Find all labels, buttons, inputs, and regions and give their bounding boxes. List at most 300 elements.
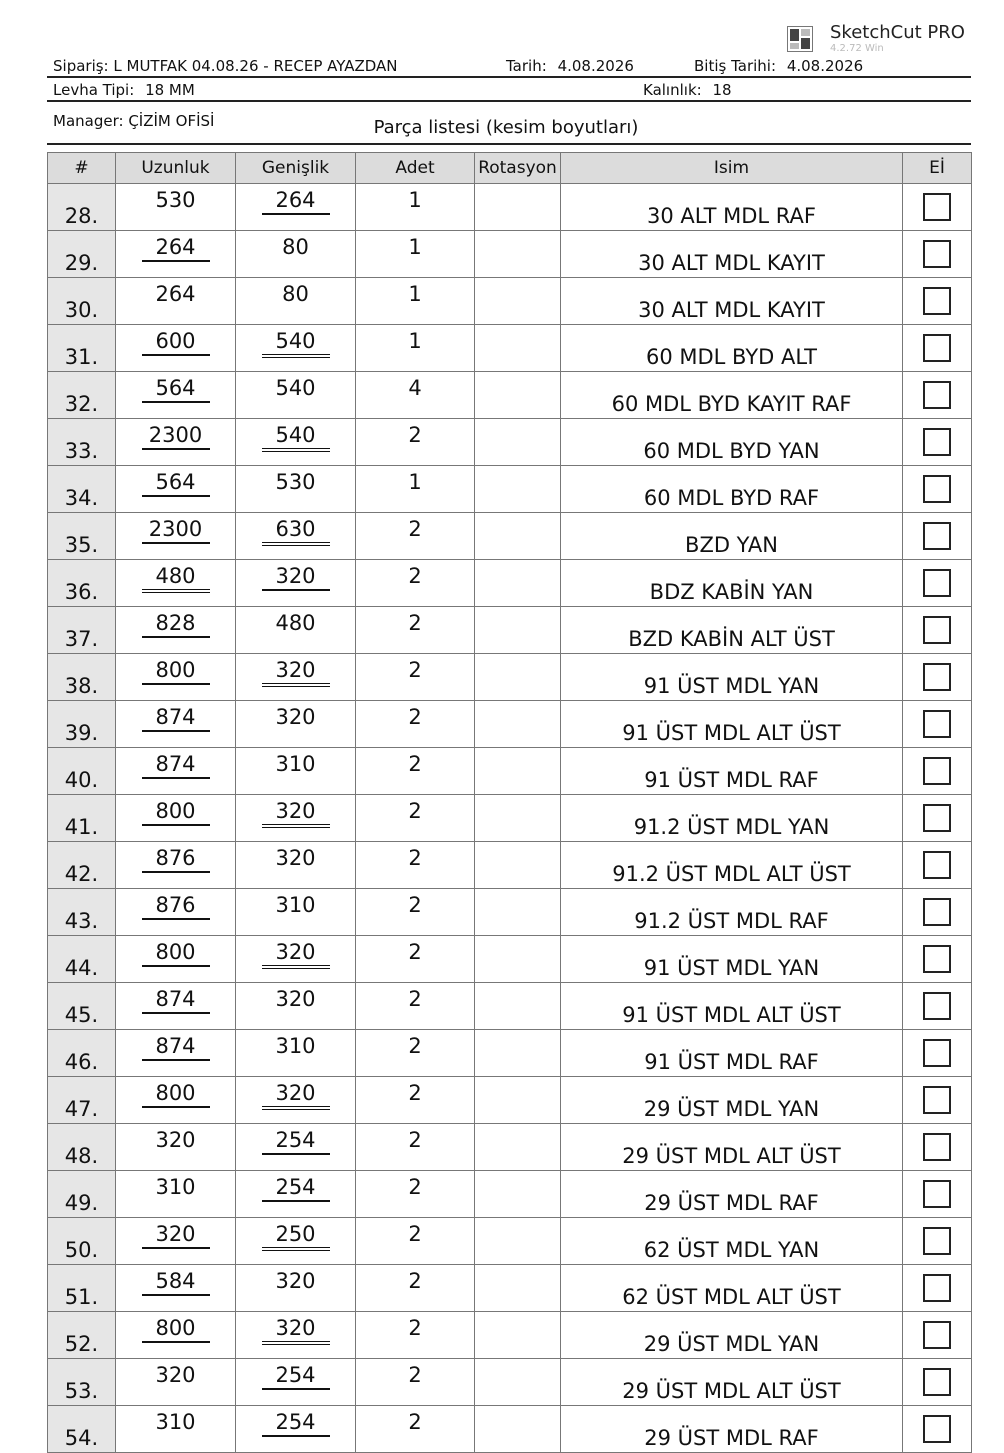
- quantity-cell: [356, 1124, 475, 1171]
- width-cell: [236, 748, 356, 795]
- length-cell: [116, 1406, 236, 1453]
- width-value: 540: [262, 423, 330, 452]
- rotation-cell: [475, 1218, 561, 1265]
- checkbox[interactable]: [923, 992, 951, 1020]
- check-cell[interactable]: [903, 1030, 972, 1077]
- part-name-cell: [561, 466, 903, 513]
- date-value: 4.08.2026: [557, 57, 634, 75]
- quantity-value: 2: [408, 705, 422, 729]
- row-number: [48, 372, 116, 419]
- checkbox[interactable]: [923, 663, 951, 691]
- part-name-cell: [561, 1265, 903, 1312]
- part-name: BZD KABİN ALT ÜST: [628, 627, 835, 651]
- checkbox[interactable]: [923, 898, 951, 926]
- check-cell[interactable]: [903, 842, 972, 889]
- length-value: 2300: [142, 517, 210, 544]
- part-name: 29 ÜST MDL YAN: [643, 1097, 820, 1121]
- checkbox[interactable]: [923, 1415, 951, 1443]
- part-name-cell: [561, 842, 903, 889]
- header-divider: [47, 76, 971, 78]
- rotation-cell: [475, 795, 561, 842]
- quantity-cell: [356, 1406, 475, 1453]
- table-row: [48, 936, 972, 983]
- width-cell: [236, 231, 356, 278]
- quantity-value: 2: [408, 1363, 422, 1387]
- part-name: 29 ÜST MDL YAN: [643, 1332, 820, 1356]
- row-number: [48, 325, 116, 372]
- quantity-value: 1: [408, 470, 422, 494]
- length-value: 310: [155, 1175, 196, 1199]
- part-name-cell: [561, 184, 903, 231]
- rotation-cell: [475, 889, 561, 936]
- length-cell: [116, 1265, 236, 1312]
- width-cell: [236, 1030, 356, 1077]
- quantity-value: 2: [408, 1175, 422, 1199]
- length-value: 800: [142, 1081, 210, 1108]
- row-number-text: 49.: [64, 1191, 99, 1215]
- part-name: 60 MDL BYD ALT: [646, 345, 817, 369]
- part-name-cell: [561, 1406, 903, 1453]
- length-cell: [116, 278, 236, 325]
- quantity-value: 2: [408, 940, 422, 964]
- part-name-cell: [561, 795, 903, 842]
- width-value: 254: [262, 1363, 330, 1390]
- checkbox[interactable]: [923, 945, 951, 973]
- length-value: 874: [142, 1034, 210, 1061]
- width-cell: [236, 419, 356, 466]
- width-value: 250: [262, 1222, 330, 1251]
- length-value: 320: [155, 1128, 196, 1152]
- row-number-text: 45.: [64, 1003, 99, 1027]
- part-name-cell: [561, 1312, 903, 1359]
- checkbox[interactable]: [923, 1274, 951, 1302]
- length-value: 264: [142, 235, 210, 262]
- checkbox[interactable]: [923, 1133, 951, 1161]
- width-cell: [236, 936, 356, 983]
- sheet-type-label: Levha Tipi:: [53, 81, 135, 99]
- length-value: 800: [142, 799, 210, 826]
- width-value: 254: [262, 1410, 330, 1437]
- length-cell: [116, 1171, 236, 1218]
- manager-label: Manager:: [53, 112, 124, 130]
- part-name: 91 ÜST MDL YAN: [643, 674, 820, 698]
- row-number-text: 43.: [64, 909, 99, 933]
- checkbox[interactable]: [923, 1368, 951, 1396]
- check-cell[interactable]: [903, 1406, 972, 1453]
- row-number: [48, 1265, 116, 1312]
- quantity-cell: [356, 607, 475, 654]
- checkbox[interactable]: [923, 757, 951, 785]
- length-cell: [116, 560, 236, 607]
- row-number-text: 52.: [64, 1332, 99, 1356]
- length-cell: [116, 1030, 236, 1077]
- part-name: BDZ KABİN YAN: [649, 580, 814, 604]
- check-cell[interactable]: [903, 1359, 972, 1406]
- manager-value: ÇİZİM OFİSİ: [128, 112, 215, 130]
- part-name-cell: [561, 983, 903, 1030]
- check-cell[interactable]: [903, 1124, 972, 1171]
- checkbox[interactable]: [923, 569, 951, 597]
- length-cell: [116, 1312, 236, 1359]
- check-cell[interactable]: [903, 466, 972, 513]
- rotation-cell: [475, 1124, 561, 1171]
- col-header-rotation: Rotasyon: [475, 153, 561, 184]
- length-cell: [116, 231, 236, 278]
- parts-table: [47, 152, 972, 1453]
- check-cell[interactable]: [903, 748, 972, 795]
- rotation-cell: [475, 1030, 561, 1077]
- col-header-length: Uzunluk: [116, 153, 236, 184]
- width-value: 320: [275, 987, 316, 1011]
- width-value: 320: [262, 564, 330, 591]
- row-number-text: 29.: [64, 251, 99, 275]
- width-value: 310: [275, 752, 316, 776]
- rotation-cell: [475, 325, 561, 372]
- checkbox[interactable]: [923, 334, 951, 362]
- row-number-text: 42.: [64, 862, 99, 886]
- width-cell: [236, 466, 356, 513]
- width-cell: [236, 983, 356, 1030]
- brand-version: 4.2.72 Win: [830, 43, 884, 54]
- length-cell: [116, 325, 236, 372]
- quantity-value: 2: [408, 1081, 422, 1105]
- quantity-cell: [356, 231, 475, 278]
- table-row: [48, 1218, 972, 1265]
- width-cell: [236, 1265, 356, 1312]
- part-name: 30 ALT MDL RAF: [647, 204, 816, 228]
- quantity-cell: [356, 795, 475, 842]
- table-row: [48, 795, 972, 842]
- part-name-cell: [561, 513, 903, 560]
- width-cell: [236, 1406, 356, 1453]
- quantity-value: 2: [408, 846, 422, 870]
- row-number-text: 35.: [64, 533, 99, 557]
- length-cell: [116, 466, 236, 513]
- table-row: [48, 607, 972, 654]
- width-value: 254: [262, 1128, 330, 1155]
- width-cell: [236, 701, 356, 748]
- table-row: [48, 654, 972, 701]
- checkbox[interactable]: [923, 1180, 951, 1208]
- length-cell: [116, 372, 236, 419]
- checkbox[interactable]: [923, 193, 951, 221]
- table-row: [48, 983, 972, 1030]
- thickness-value: 18: [712, 81, 732, 99]
- part-name-cell: [561, 560, 903, 607]
- part-name: 91 ÜST MDL RAF: [644, 768, 819, 792]
- quantity-value: 2: [408, 987, 422, 1011]
- rotation-cell: [475, 466, 561, 513]
- row-number: [48, 889, 116, 936]
- row-number-text: 47.: [64, 1097, 99, 1121]
- length-value: 800: [142, 658, 210, 685]
- length-cell: [116, 1124, 236, 1171]
- check-cell[interactable]: [903, 795, 972, 842]
- table-row: [48, 513, 972, 560]
- table-row: [48, 1171, 972, 1218]
- quantity-value: 2: [408, 1410, 422, 1434]
- quantity-cell: [356, 1218, 475, 1265]
- quantity-value: 2: [408, 611, 422, 635]
- length-value: 874: [142, 987, 210, 1014]
- width-value: 80: [282, 282, 309, 306]
- checkbox[interactable]: [923, 804, 951, 832]
- checkbox[interactable]: [923, 1321, 951, 1349]
- check-cell[interactable]: [903, 231, 972, 278]
- length-cell: [116, 607, 236, 654]
- checkbox[interactable]: [923, 522, 951, 550]
- rotation-cell: [475, 184, 561, 231]
- width-value: 320: [262, 1081, 330, 1110]
- width-cell: [236, 842, 356, 889]
- rotation-cell: [475, 654, 561, 701]
- table-row: [48, 184, 972, 231]
- quantity-cell: [356, 654, 475, 701]
- width-value: 320: [262, 658, 330, 687]
- length-cell: [116, 1359, 236, 1406]
- quantity-cell: [356, 372, 475, 419]
- page-title: Parça listesi (kesim boyutları): [373, 117, 639, 138]
- width-value: 320: [275, 705, 316, 729]
- rotation-cell: [475, 1171, 561, 1218]
- width-cell: [236, 278, 356, 325]
- row-number: [48, 513, 116, 560]
- quantity-value: 1: [408, 329, 422, 353]
- check-cell[interactable]: [903, 889, 972, 936]
- checkbox[interactable]: [923, 851, 951, 879]
- order-info: [53, 57, 398, 75]
- width-value: 530: [275, 470, 316, 494]
- quantity-value: 2: [408, 564, 422, 588]
- rotation-cell: [475, 1312, 561, 1359]
- table-row: [48, 278, 972, 325]
- thickness-info: [643, 81, 732, 99]
- row-number-text: 33.: [64, 439, 99, 463]
- part-name-cell: [561, 278, 903, 325]
- quantity-cell: [356, 419, 475, 466]
- table-row: [48, 1312, 972, 1359]
- row-number: [48, 701, 116, 748]
- length-value: 600: [142, 329, 210, 356]
- check-cell[interactable]: [903, 184, 972, 231]
- length-cell: [116, 1077, 236, 1124]
- col-header-width: Genişlik: [236, 153, 356, 184]
- check-cell[interactable]: [903, 1218, 972, 1265]
- part-name: 29 ÜST MDL RAF: [644, 1426, 819, 1450]
- rotation-cell: [475, 607, 561, 654]
- quantity-cell: [356, 1265, 475, 1312]
- checkbox[interactable]: [923, 1086, 951, 1114]
- part-name-cell: [561, 748, 903, 795]
- thickness-label: Kalınlık:: [643, 81, 702, 99]
- end-date-label: Bitiş Tarihi:: [694, 57, 777, 75]
- width-cell: [236, 795, 356, 842]
- order-label: Sipariş:: [53, 57, 109, 75]
- width-cell: [236, 1124, 356, 1171]
- width-value: 320: [275, 846, 316, 870]
- check-cell[interactable]: [903, 983, 972, 1030]
- row-number: [48, 1312, 116, 1359]
- checkbox[interactable]: [923, 475, 951, 503]
- check-cell[interactable]: [903, 1312, 972, 1359]
- width-cell: [236, 1312, 356, 1359]
- quantity-cell: [356, 1312, 475, 1359]
- table-header-row: [48, 153, 972, 184]
- part-name: 60 MDL BYD YAN: [643, 439, 820, 463]
- check-cell[interactable]: [903, 325, 972, 372]
- length-cell: [116, 513, 236, 560]
- length-value: 320: [155, 1363, 196, 1387]
- width-value: 320: [262, 940, 330, 969]
- check-cell[interactable]: [903, 1265, 972, 1312]
- checkbox[interactable]: [923, 1039, 951, 1067]
- quantity-cell: [356, 325, 475, 372]
- rotation-cell: [475, 936, 561, 983]
- length-value: 2300: [142, 423, 210, 450]
- length-value: 480: [142, 564, 210, 593]
- width-cell: [236, 560, 356, 607]
- rotation-cell: [475, 1359, 561, 1406]
- check-cell[interactable]: [903, 278, 972, 325]
- checkbox[interactable]: [923, 240, 951, 268]
- quantity-value: 2: [408, 1034, 422, 1058]
- row-number-text: 36.: [64, 580, 99, 604]
- width-cell: [236, 1218, 356, 1265]
- rotation-cell: [475, 1406, 561, 1453]
- quantity-cell: [356, 748, 475, 795]
- width-value: 540: [275, 376, 316, 400]
- row-number-text: 28.: [64, 204, 99, 228]
- length-value: 876: [142, 846, 210, 873]
- row-number-text: 37.: [64, 627, 99, 651]
- checkbox[interactable]: [923, 428, 951, 456]
- table-row: [48, 1359, 972, 1406]
- table-row: [48, 466, 972, 513]
- part-name: 29 ÜST MDL ALT ÜST: [622, 1379, 841, 1403]
- length-value: 584: [142, 1269, 210, 1296]
- row-number-text: 48.: [64, 1144, 99, 1168]
- width-cell: [236, 372, 356, 419]
- check-cell[interactable]: [903, 419, 972, 466]
- length-cell: [116, 889, 236, 936]
- quantity-value: 1: [408, 235, 422, 259]
- checkbox[interactable]: [923, 616, 951, 644]
- end-date-info: [694, 57, 863, 75]
- quantity-cell: [356, 701, 475, 748]
- col-header-check: Eİ: [903, 153, 972, 184]
- check-cell[interactable]: [903, 1077, 972, 1124]
- part-name-cell: [561, 231, 903, 278]
- check-cell[interactable]: [903, 607, 972, 654]
- sheet-type-info: [53, 81, 195, 99]
- checkbox[interactable]: [923, 1227, 951, 1255]
- width-cell: [236, 1171, 356, 1218]
- length-value: 320: [142, 1222, 210, 1249]
- width-cell: [236, 1077, 356, 1124]
- row-number: [48, 936, 116, 983]
- part-name-cell: [561, 1124, 903, 1171]
- quantity-cell: [356, 983, 475, 1030]
- row-number: [48, 278, 116, 325]
- length-cell: [116, 419, 236, 466]
- table-row: [48, 372, 972, 419]
- width-value: 320: [262, 799, 330, 828]
- length-cell: [116, 654, 236, 701]
- width-value: 480: [275, 611, 316, 635]
- table-row: [48, 889, 972, 936]
- part-name-cell: [561, 419, 903, 466]
- row-number-text: 40.: [64, 768, 99, 792]
- part-name-cell: [561, 654, 903, 701]
- rotation-cell: [475, 513, 561, 560]
- quantity-value: 2: [408, 752, 422, 776]
- row-number: [48, 1406, 116, 1453]
- part-name: 91 ÜST MDL RAF: [644, 1050, 819, 1074]
- part-name: 91 ÜST MDL YAN: [643, 956, 820, 980]
- quantity-cell: [356, 936, 475, 983]
- rotation-cell: [475, 1265, 561, 1312]
- row-number-text: 39.: [64, 721, 99, 745]
- table-row: [48, 325, 972, 372]
- width-value: 80: [282, 235, 309, 259]
- quantity-value: 2: [408, 1269, 422, 1293]
- length-cell: [116, 936, 236, 983]
- length-cell: [116, 842, 236, 889]
- rotation-cell: [475, 278, 561, 325]
- check-cell[interactable]: [903, 654, 972, 701]
- length-value: 530: [155, 188, 196, 212]
- part-name: 30 ALT MDL KAYIT: [638, 251, 825, 275]
- part-name-cell: [561, 936, 903, 983]
- check-cell[interactable]: [903, 701, 972, 748]
- check-cell[interactable]: [903, 1171, 972, 1218]
- quantity-cell: [356, 1077, 475, 1124]
- checkbox[interactable]: [923, 287, 951, 315]
- table-row: [48, 701, 972, 748]
- quantity-cell: [356, 1030, 475, 1077]
- length-value: 564: [142, 376, 210, 403]
- part-name-cell: [561, 1077, 903, 1124]
- length-cell: [116, 184, 236, 231]
- width-value: 320: [275, 1269, 316, 1293]
- width-value: 630: [262, 517, 330, 546]
- quantity-value: 1: [408, 188, 422, 212]
- check-cell[interactable]: [903, 513, 972, 560]
- part-name-cell: [561, 372, 903, 419]
- length-value: 800: [142, 940, 210, 967]
- length-cell: [116, 701, 236, 748]
- row-number: [48, 983, 116, 1030]
- check-cell[interactable]: [903, 936, 972, 983]
- date-info: [506, 57, 634, 75]
- checkbox[interactable]: [923, 710, 951, 738]
- table-row: [48, 748, 972, 795]
- check-cell[interactable]: [903, 560, 972, 607]
- part-name: 91.2 ÜST MDL RAF: [634, 909, 829, 933]
- length-value: 874: [142, 752, 210, 779]
- width-value: 310: [275, 1034, 316, 1058]
- row-number: [48, 654, 116, 701]
- check-cell[interactable]: [903, 372, 972, 419]
- part-name: 62 ÜST MDL YAN: [643, 1238, 820, 1262]
- end-date-value: 4.08.2026: [786, 57, 864, 75]
- part-name: 91.2 ÜST MDL YAN: [633, 815, 830, 839]
- quantity-value: 1: [408, 282, 422, 306]
- col-header-quantity: Adet: [356, 153, 475, 184]
- part-name: 29 ÜST MDL ALT ÜST: [622, 1144, 841, 1168]
- checkbox[interactable]: [923, 381, 951, 409]
- quantity-cell: [356, 889, 475, 936]
